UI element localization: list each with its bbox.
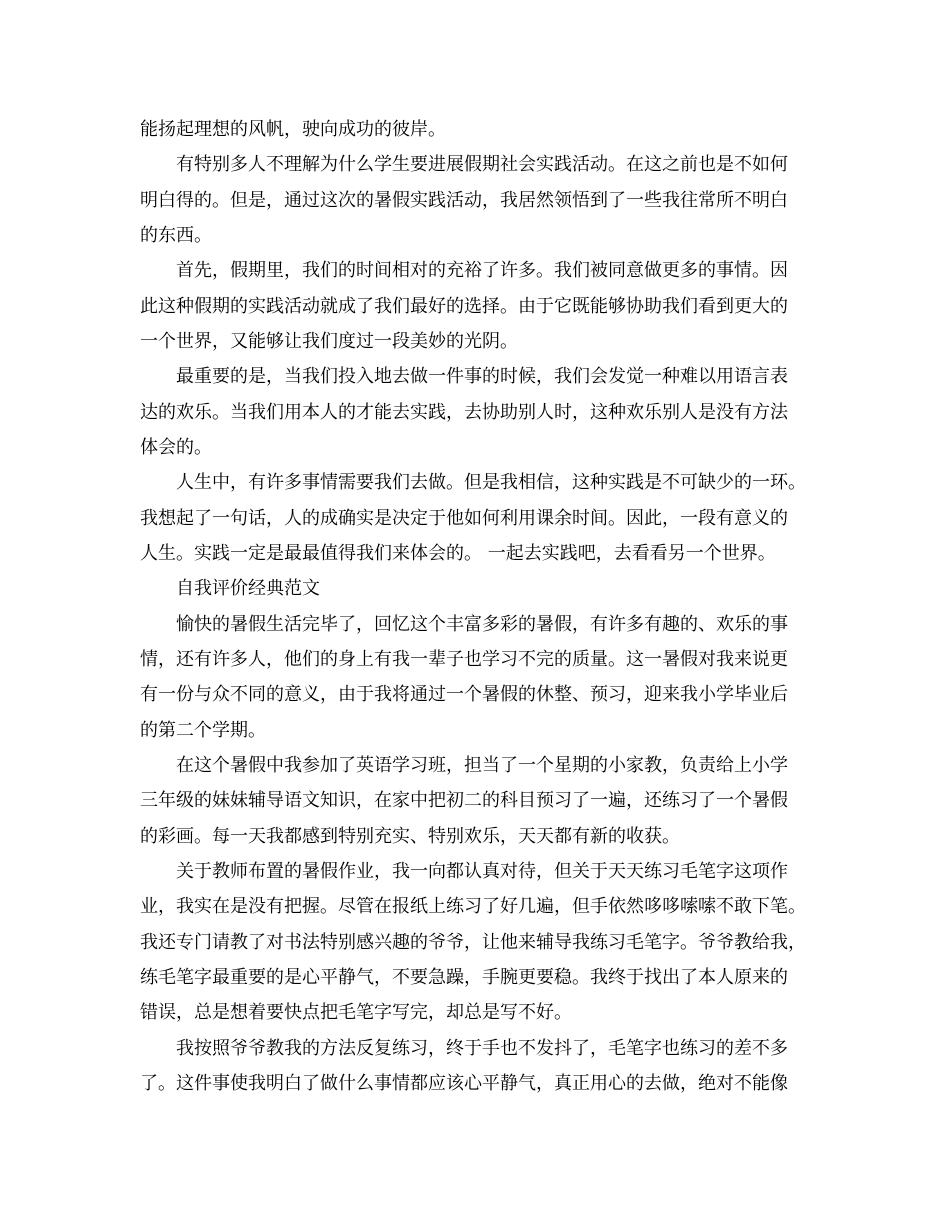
section-heading: 自我评价经典范文 — [176, 578, 320, 599]
text-line: 的第二个学期。 — [140, 720, 266, 741]
text-line: 练毛笔字最重要的是心平静气，不要急躁，手腕更要稳。我终于找出了本人原来的 — [140, 967, 788, 988]
paragraph-start-line: 关于教师布置的暑假作业，我一向都认真对待，但关于天天练习毛笔字这项作 — [176, 861, 788, 882]
text-line: 情，还有许多人，他们的身上有我一辈子也学习不完的质量。这一暑假对我来说更 — [140, 649, 788, 670]
text-line: 业，我实在是没有把握。尽管在报纸上练习了好几遍，但手依然哆哆嗦嗦不敢下笔。 — [140, 896, 806, 917]
paragraph-start-line: 最重要的是，当我们投入地去做一件事的时候，我们会发觉一种难以用语言表 — [176, 366, 788, 387]
paragraph-start-line: 有特别多人不理解为什么学生要进展假期社会实践活动。在这之前也是不如何 — [176, 154, 788, 175]
text-line: 此这种假期的实践活动就成了我们最好的选择。由于它既能够协助我们看到更大的 — [140, 296, 788, 317]
text-line: 有一份与众不同的意义，由于我将通过一个暑假的休整、预习，迎来我小学毕业后 — [140, 684, 788, 705]
paragraph-start-line: 人生中，有许多事情需要我们去做。但是我相信，这种实践是不可缺少的一环。 — [176, 472, 806, 493]
text-line: 错误，总是想着要快点把毛笔字写完，却总是写不好。 — [140, 1002, 572, 1023]
paragraph-start-line: 首先，假期里，我们的时间相对的充裕了许多。我们被同意做更多的事情。因 — [176, 260, 788, 281]
paragraph-start-line: 在这个暑假中我参加了英语学习班，担当了一个星期的小家教，负责给上小学 — [176, 755, 788, 776]
text-line: 明白得的。但是，通过这次的暑假实践活动，我居然领悟到了一些我往常所不明白 — [140, 190, 788, 211]
text-line: 一个世界，又能够让我们度过一段美妙的光阴。 — [140, 331, 518, 352]
text-line: 了。这件事使我明白了做什么事情都应该心平静气，真正用心的去做，绝对不能像 — [140, 1073, 788, 1094]
text-line: 人生。实践一定是最最值得我们来体会的。 一起去实践吧，去看看另一个世界。 — [140, 543, 776, 564]
text-line: 三年级的妹妹辅导语文知识，在家中把初二的科目预习了一遍，还练习了一个暑假 — [140, 790, 788, 811]
text-line: 能扬起理想的风帆，驶向成功的彼岸。 — [140, 119, 446, 140]
text-line: 我想起了一句话，人的成确实是决定于他如何利用课余时间。因此，一段有意义的 — [140, 508, 788, 529]
paragraph-start-line: 我按照爷爷教我的方法反复练习，终于手也不发抖了，毛笔字也练习的差不多 — [176, 1038, 788, 1059]
text-line: 的彩画。每一天我都感到特别充实、特别欢乐，天天都有新的收获。 — [140, 826, 680, 847]
text-line: 体会的。 — [140, 437, 212, 458]
paragraph-start-line: 愉快的暑假生活完毕了，回忆这个丰富多彩的暑假，有许多有趣的、欢乐的事 — [176, 614, 788, 635]
text-line: 我还专门请教了对书法特别感兴趣的爷爷，让他来辅导我练习毛笔字。爷爷教给我， — [140, 932, 806, 953]
text-line: 达的欢乐。当我们用本人的才能去实践，去协助别人时，这种欢乐别人是没有方法 — [140, 402, 788, 423]
text-line: 的东西。 — [140, 225, 212, 246]
